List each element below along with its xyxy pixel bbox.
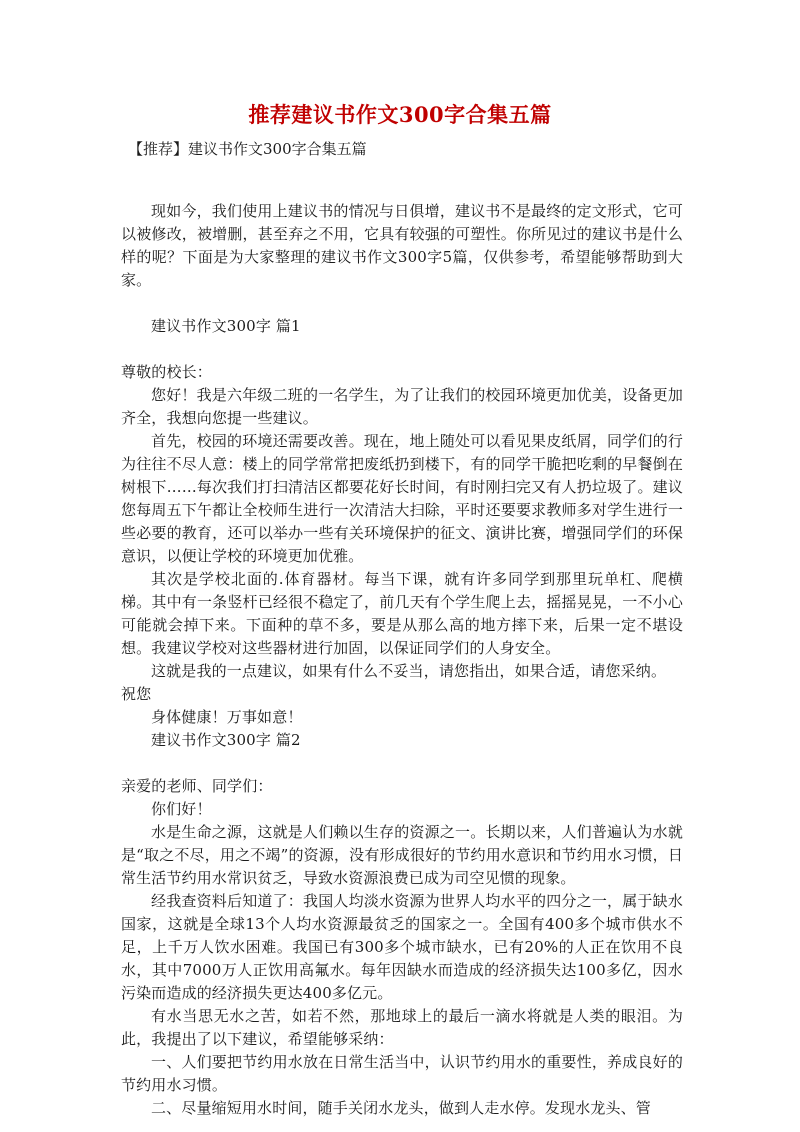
article1-closing: 祝您 — [121, 685, 152, 703]
article2-salutation: 亲爱的老师、同学们： — [121, 777, 273, 795]
article2-greeting: 你们好！ — [151, 800, 212, 818]
article2-paragraph-1: 水是生命之源，这就是人们赖以生存的资源之一。长期以来，人们普遍认为水就是“取之不尽，用之不竭”的资源，没有形成很好的节约用水意识和节约用水习惯，日常生活节约用水常识贫乏，导致水资源浪费已成为司空见惯的现象。 — [121, 823, 683, 887]
article1-heading: 建议书作文300字 篇1 — [151, 317, 301, 335]
article1-paragraph-3: 这就是我的一点建议，如果有什么不妥当，请您指出，如果合适，请您采纳。 — [151, 662, 667, 680]
document-body — [121, 177, 683, 1120]
article1-wish: 身体健康！万事如意！ — [151, 708, 303, 726]
article1-greeting: 您好！我是六年级二班的一名学生，为了让我们的校园环境更加优美，设备更加齐全，我想向您提一些建议。 — [121, 386, 683, 427]
article1-paragraph-2: 其次是学校北面的.体育器材。每当下课，就有许多同学到那里玩单杠、爬横梯。其中有一条竖杆已经很不稳定了，前几天有个学生爬上去，摇摇晃晃，一不小心可能就会掉下来。下面种的草不多，要是从那么高的地方摔下来，后果一定不堪设想。我建议学校对这些器材进行加固，以保证同学们的人身安全。 — [121, 570, 683, 657]
article2-list-item-2: 二、尽量缩短用水时间，随手关闭水龙头，做到人走水停。发现水龙头、管 — [151, 1099, 651, 1117]
article2-paragraph-2: 经我查资料后知道了：我国人均淡水资源为世界人均水平的四分之一，属于缺水国家，这就是全球13个人均水资源最贫乏的国家之一。全国有400多个城市供水不足，上千万人饮水困难。我国已有300多个城市缺水，已有20%的人正在饮用不良水，其中7000万人正饮用高氟水。每年因缺水而造成的经济损失达100多亿，因水污染而造成的经济损失更达400多亿元。 — [121, 892, 683, 1002]
article2-heading: 建议书作文300字 篇2 — [151, 731, 301, 749]
document-title: 推荐建议书作文300字合集五篇 — [248, 102, 552, 127]
article2-list-item-1: 一、人们要把节约用水放在日常生活当中，认识节约用水的重要性，养成良好的节约用水习惯。 — [121, 1053, 683, 1094]
document-subtitle: 【推荐】建议书作文300字合集五篇 — [128, 140, 367, 158]
article1-salutation: 尊敬的校长： — [121, 363, 212, 381]
article1-paragraph-1: 首先，校园的环境还需要改善。现在，地上随处可以看见果皮纸屑，同学们的行为往往不尽人意：楼上的同学常常把废纸扔到楼下，有的同学干脆把吃剩的早餐倒在树根下……每次我们打扫清洁区都要花好长时间，有时刚扫完又有人扔垃圾了。建议您每周五下午都让全校师生进行一次清洁大扫除，平时还要要求教师多对学生进行一些必要的教育，还可以举办一些有关环境保护的征文、演讲比赛，增强同学们的环保意识，以便让学校的环境更加优雅。 — [121, 432, 683, 565]
article2-paragraph-3: 有水当思无水之苦，如若不然，那地球上的最后一滴水将就是人类的眼泪。为此，我提出了以下建议，希望能够采纳： — [121, 1007, 683, 1048]
intro-paragraph: 现如今，我们使用上建议书的情况与日俱增，建议书不是最终的定文形式，它可以被修改，被增删，甚至弃之不用，它具有较强的可塑性。你所见过的建议书是什么样的呢？下面是为大家整理的建议书作文300字5篇，仅供参考，希望能够帮助到大家。 — [121, 202, 683, 289]
